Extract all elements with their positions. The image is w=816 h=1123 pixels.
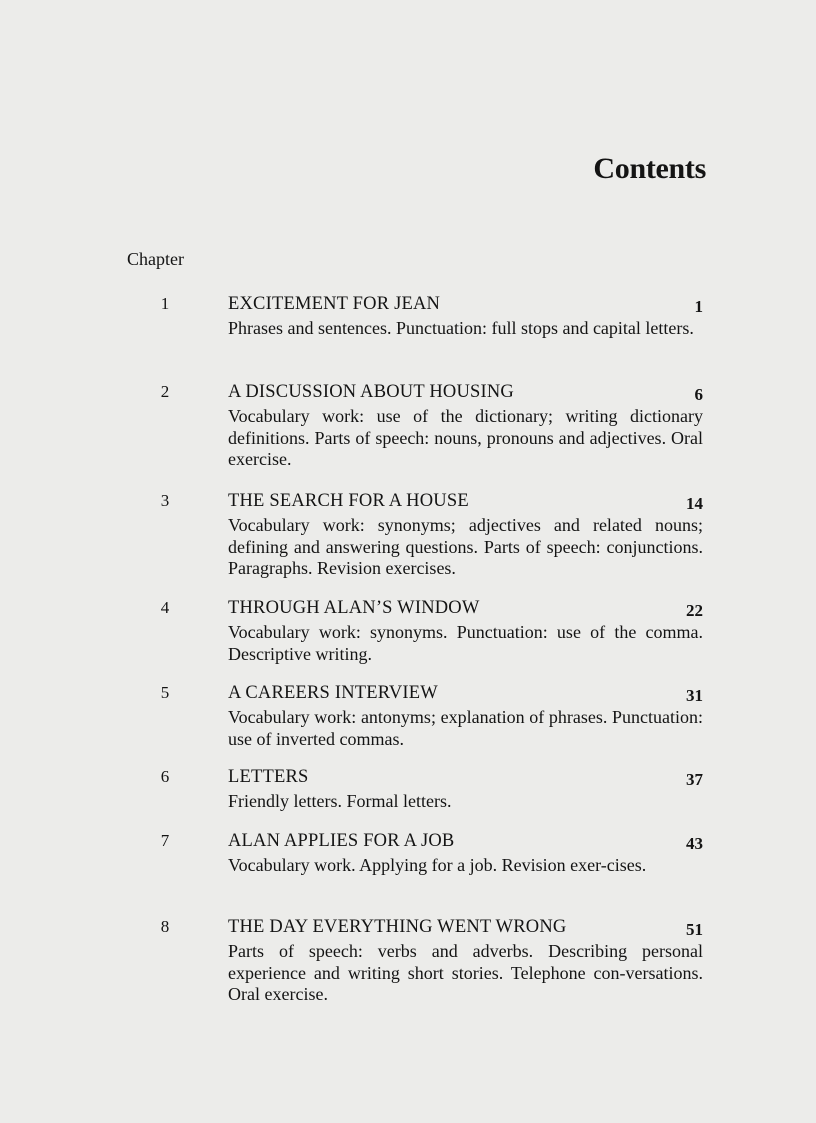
page-number: 14 <box>686 494 703 513</box>
page-number: 31 <box>686 686 703 705</box>
chapter-title[interactable]: THE DAY EVERYTHING WENT WRONG <box>228 917 567 937</box>
chapter-title[interactable]: A CAREERS INTERVIEW <box>228 683 438 703</box>
page-number: 1 <box>694 297 703 316</box>
chapter-number: 1 <box>160 294 170 313</box>
chapter-number: 7 <box>160 831 170 850</box>
chapter-title[interactable]: ALAN APPLIES FOR A JOB <box>228 831 455 851</box>
page-title: Contents <box>593 152 706 185</box>
chapter-description: Friendly letters. Formal letters. <box>228 791 452 811</box>
chapter-description: Vocabulary work. Applying for a job. Revision exer-cises. <box>228 855 647 875</box>
chapter-description: Phrases and sentences. Punctuation: full stops and capital letters. <box>228 318 694 338</box>
chapter-number: 4 <box>160 598 170 617</box>
chapter-column-label: Chapter <box>127 249 184 269</box>
page-number: 6 <box>694 385 703 404</box>
chapter-description: Parts of speech: verbs and adverbs. Describing personal experience and writing short stories. Telephone con-versations. Oral exercise. <box>228 941 703 1004</box>
chapter-title[interactable]: EXCITEMENT FOR JEAN <box>228 294 441 314</box>
chapter-description: Vocabulary work: antonyms; explanation of phrases. Punctuation: use of inverted commas. <box>228 707 703 749</box>
chapter-number: 2 <box>160 382 170 401</box>
chapter-description: Vocabulary work: use of the dictionary; writing dictionary definitions. Parts of speech: nouns, pronouns and adjectives. Oral exercise. <box>228 406 703 469</box>
chapter-title[interactable]: LETTERS <box>228 767 309 787</box>
page-number: 43 <box>686 834 703 853</box>
chapter-description: Vocabulary work: synonyms; adjectives and related nouns; defining and answering questions. Parts of speech: conjunctions. Paragraphs. Revision exercises. <box>228 515 703 578</box>
chapter-title[interactable]: THROUGH ALAN’S WINDOW <box>228 598 480 618</box>
chapter-number: 8 <box>160 917 170 936</box>
chapter-number: 6 <box>160 767 170 786</box>
page-number: 37 <box>686 770 703 789</box>
page-number: 22 <box>686 601 703 620</box>
chapter-description: Vocabulary work: synonyms. Punctuation: use of the comma. Descriptive writing. <box>228 622 703 664</box>
chapter-title[interactable]: THE SEARCH FOR A HOUSE <box>228 491 469 511</box>
page-number: 51 <box>686 920 703 939</box>
chapter-number: 3 <box>160 491 170 510</box>
chapter-number: 5 <box>160 683 170 702</box>
chapter-title[interactable]: A DISCUSSION ABOUT HOUSING <box>228 382 514 402</box>
